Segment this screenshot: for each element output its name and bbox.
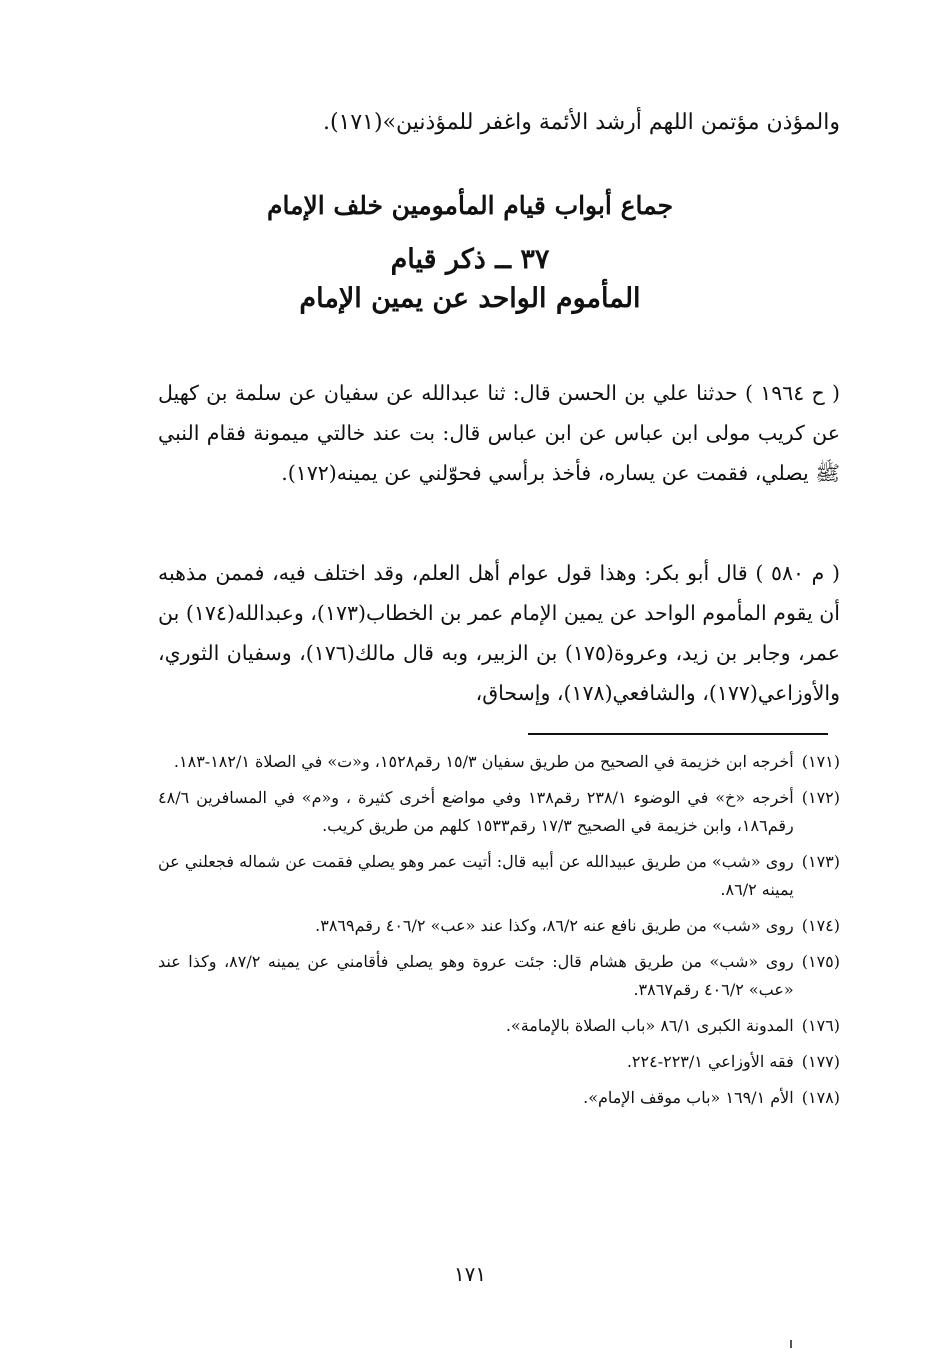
footnote-item (158, 912, 840, 940)
footnotes (158, 748, 840, 1120)
opinion-paragraph: ( م ٥٨٠ ) قال أبو بكر: وهذا قول عوام أهل العلم، وقد اختلف فيه، فممن مذهبه أن يقوم المأموم الواحد عن يمين الإمام عمر بن الخطاب(١٧٣)، وعبدالله(١٧٤) بن عمر، وجابر بن زيد، وعروة(١٧٥) بن الزبير، وبه قال مالك(١٧٦)، وسفيان الثوري، والأوزاعي(١٧٧)، والشافعي(١٧٨)، وإسحاق، (158, 560, 840, 705)
footnote-text: أخرجه «خ» في الوضوء ٢٣٨/١ رقم١٣٨ وفي مواضع أخرى كثيرة ، و«م» في المسافرين ٤٨/٦ رقم١٨٦، وابن خزيمة في الصحيح ١٧/٣ رقم١٥٣٣ كلهم من طريق كريب. (158, 788, 794, 835)
footnote-text: المدونة الكبرى ٨٦/١ «باب الصلاة بالإمامة». (505, 1016, 794, 1035)
footnote-item (158, 1048, 840, 1076)
footnote-item (158, 784, 840, 840)
footnote-item (158, 848, 840, 904)
footnote-number: (١٧٤) (801, 916, 840, 935)
footnote-text: الأم ١٦٩/١ «باب موقف الإمام». (583, 1088, 794, 1107)
scan-mark (790, 1340, 792, 1348)
section-number: ٣٧ ــ ذكر قيام (390, 244, 550, 275)
footnote-number: (١٧٧) (801, 1052, 840, 1071)
footnote-number: (١٧٢) (801, 788, 840, 807)
footnote-item (158, 1012, 840, 1040)
footnote-text: روى «شب» من طريق هشام قال: جئت عروة وهو يصلي فأقامني عن يمينه ٨٧/٢، وكذا عند «عب» ٤٠٦/٢ رقم٣٨٦٧. (158, 952, 794, 999)
page-number: ١٧١ (453, 1262, 487, 1286)
hadith-paragraph: ( ح ١٩٦٤ ) حدثنا علي بن الحسن قال: ثنا عبدالله عن سفيان عن سلمة بن كهيل عن كريب مولى ابن عباس عن ابن عباس قال: بت عند خالتي ميمونة فقام النبي ﷺ يصلي، فقمت عن يساره، فأخذ برأسي فحوّلني عن يمينه(١٧٢). (158, 380, 840, 485)
footnote-item (158, 948, 840, 1004)
footnote-text: روى «شب» من طريق عبيدالله عن أبيه قال: أتيت عمر وهو يصلي فقمت عن شماله فجعلني عن يمينه ٨٦/٢. (158, 852, 794, 899)
footnote-text: روى «شب» من طريق نافع عنه ٨٦/٢، وكذا عند «عب» ٤٠٦/٢ رقم٣٨٦٩. (315, 916, 794, 935)
footnote-number: (١٧٥) (801, 952, 840, 971)
chapter-title: جماع أبواب قيام المأمومين خلف الإمام (266, 190, 674, 220)
footnote-number: (١٧٣) (801, 852, 840, 871)
intro-line: والمؤذن مؤتمن اللهم أرشد الأئمة واغفر للمؤذنين»(١٧١). (322, 110, 840, 135)
footnote-text: فقه الأوزاعي ٢٢٣/١-٢٢٤. (626, 1052, 794, 1071)
section-title: المأموم الواحد عن يمين الإمام (299, 283, 641, 314)
footnote-separator (528, 733, 828, 735)
footnote-number: (١٧١) (801, 752, 840, 771)
footnote-number: (١٧٦) (801, 1016, 840, 1035)
footnote-item (158, 748, 840, 776)
footnote-number: (١٧٨) (801, 1088, 840, 1107)
footnote-item (158, 1084, 840, 1112)
footnote-text: أخرجه ابن خزيمة في الصحيح من طريق سفيان ١٥/٣ رقم١٥٢٨، و«ت» في الصلاة ١٨٢/١-١٨٣. (173, 752, 794, 771)
